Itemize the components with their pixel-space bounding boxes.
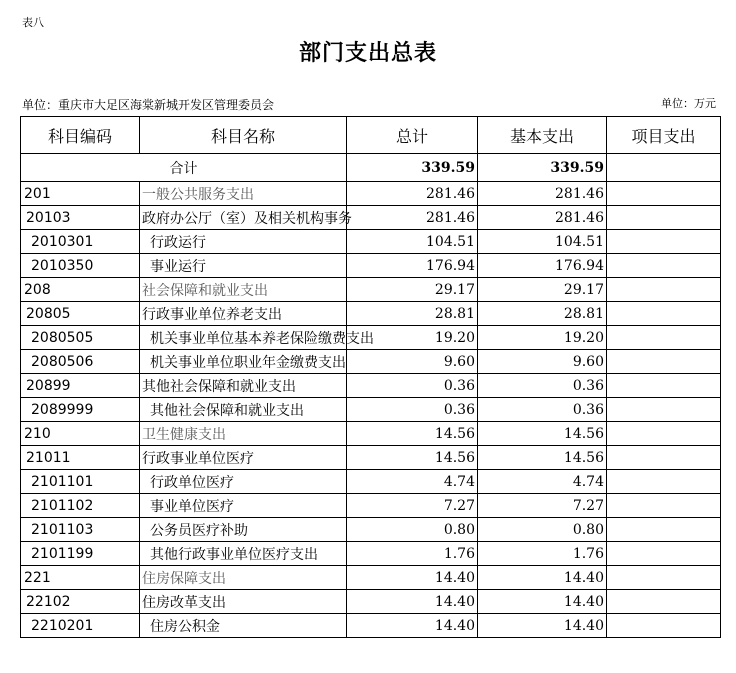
row-project bbox=[607, 278, 721, 302]
header-row bbox=[21, 117, 721, 154]
row-code: 221 bbox=[21, 566, 140, 590]
row-project bbox=[607, 350, 721, 374]
table-row bbox=[21, 614, 721, 638]
row-name: 公务员医疗补助 bbox=[140, 518, 347, 542]
row-code: 2010301 bbox=[21, 230, 140, 254]
row-basic: 1.76 bbox=[478, 542, 607, 566]
row-code: 210 bbox=[21, 422, 140, 446]
row-code: 21011 bbox=[21, 446, 140, 470]
row-code: 22102 bbox=[21, 590, 140, 614]
table-row bbox=[21, 494, 721, 518]
row-project bbox=[607, 374, 721, 398]
row-name: 行政单位医疗 bbox=[140, 470, 347, 494]
row-total: 0.36 bbox=[347, 374, 478, 398]
row-project bbox=[607, 566, 721, 590]
row-basic: 14.40 bbox=[478, 566, 607, 590]
row-basic: 176.94 bbox=[478, 254, 607, 278]
total-sum: 339.59 bbox=[347, 154, 478, 182]
row-basic: 9.60 bbox=[478, 350, 607, 374]
table-row bbox=[21, 518, 721, 542]
row-project bbox=[607, 398, 721, 422]
row-code: 20899 bbox=[21, 374, 140, 398]
row-name: 行政事业单位养老支出 bbox=[140, 302, 347, 326]
row-total: 0.80 bbox=[347, 518, 478, 542]
table-row bbox=[21, 542, 721, 566]
table-row bbox=[21, 590, 721, 614]
table-row bbox=[21, 254, 721, 278]
row-project bbox=[607, 206, 721, 230]
row-project bbox=[607, 422, 721, 446]
row-total: 29.17 bbox=[347, 278, 478, 302]
header-project: 项目支出 bbox=[607, 117, 721, 154]
table-row bbox=[21, 422, 721, 446]
row-total: 19.20 bbox=[347, 326, 478, 350]
row-project bbox=[607, 326, 721, 350]
table-number-label: 表八 bbox=[22, 16, 44, 29]
row-name: 卫生健康支出 bbox=[140, 422, 347, 446]
table-row bbox=[21, 230, 721, 254]
row-basic: 0.80 bbox=[478, 518, 607, 542]
header-basic: 基本支出 bbox=[478, 117, 607, 154]
row-name: 其他社会保障和就业支出 bbox=[140, 398, 347, 422]
row-project bbox=[607, 494, 721, 518]
row-project bbox=[607, 302, 721, 326]
row-code: 20805 bbox=[21, 302, 140, 326]
row-project bbox=[607, 470, 721, 494]
row-code: 2101102 bbox=[21, 494, 140, 518]
row-basic: 14.56 bbox=[478, 422, 607, 446]
row-name: 住房保障支出 bbox=[140, 566, 347, 590]
row-total: 4.74 bbox=[347, 470, 478, 494]
row-name: 机关事业单位职业年金缴费支出 bbox=[140, 350, 347, 374]
row-project bbox=[607, 542, 721, 566]
row-basic: 29.17 bbox=[478, 278, 607, 302]
row-basic: 0.36 bbox=[478, 374, 607, 398]
table-row bbox=[21, 326, 721, 350]
row-total: 1.76 bbox=[347, 542, 478, 566]
row-total: 14.40 bbox=[347, 566, 478, 590]
total-basic: 339.59 bbox=[478, 154, 607, 182]
row-total: 176.94 bbox=[347, 254, 478, 278]
table-row bbox=[21, 398, 721, 422]
row-total: 28.81 bbox=[347, 302, 478, 326]
row-project bbox=[607, 446, 721, 470]
row-code: 2101199 bbox=[21, 542, 140, 566]
unit-currency: 单位：万元 bbox=[661, 97, 716, 110]
row-basic: 281.46 bbox=[478, 182, 607, 206]
row-name: 其他社会保障和就业支出 bbox=[140, 374, 347, 398]
row-code: 20103 bbox=[21, 206, 140, 230]
row-code: 2080506 bbox=[21, 350, 140, 374]
row-code: 2101103 bbox=[21, 518, 140, 542]
total-row bbox=[21, 154, 721, 182]
row-name: 机关事业单位基本养老保险缴费支出 bbox=[140, 326, 347, 350]
row-project bbox=[607, 254, 721, 278]
row-name: 其他行政事业单位医疗支出 bbox=[140, 542, 347, 566]
row-name: 社会保障和就业支出 bbox=[140, 278, 347, 302]
row-name: 政府办公厅（室）及相关机构事务 bbox=[140, 206, 347, 230]
row-total: 0.36 bbox=[347, 398, 478, 422]
table-row bbox=[21, 278, 721, 302]
row-project bbox=[607, 182, 721, 206]
row-basic: 14.40 bbox=[478, 590, 607, 614]
row-basic: 14.56 bbox=[478, 446, 607, 470]
table-row bbox=[21, 182, 721, 206]
row-basic: 14.40 bbox=[478, 614, 607, 638]
table-row bbox=[21, 566, 721, 590]
unit-organization: 单位：重庆市大足区海棠新城开发区管理委员会 bbox=[22, 98, 275, 112]
row-name: 行政运行 bbox=[140, 230, 347, 254]
row-total: 14.40 bbox=[347, 590, 478, 614]
row-name: 事业单位医疗 bbox=[140, 494, 347, 518]
total-project bbox=[607, 154, 721, 182]
row-project bbox=[607, 230, 721, 254]
row-total: 14.40 bbox=[347, 614, 478, 638]
row-name: 住房改革支出 bbox=[140, 590, 347, 614]
expenditure-table bbox=[20, 116, 721, 638]
table-row bbox=[21, 470, 721, 494]
row-basic: 104.51 bbox=[478, 230, 607, 254]
row-name: 一般公共服务支出 bbox=[140, 182, 347, 206]
row-total: 104.51 bbox=[347, 230, 478, 254]
row-code: 2010350 bbox=[21, 254, 140, 278]
row-name: 行政事业单位医疗 bbox=[140, 446, 347, 470]
row-basic: 281.46 bbox=[478, 206, 607, 230]
row-basic: 0.36 bbox=[478, 398, 607, 422]
table-row bbox=[21, 302, 721, 326]
table-row bbox=[21, 350, 721, 374]
row-total: 14.56 bbox=[347, 446, 478, 470]
row-code: 2210201 bbox=[21, 614, 140, 638]
header-name: 科目名称 bbox=[140, 117, 347, 154]
header-total: 总计 bbox=[347, 117, 478, 154]
row-code: 2101101 bbox=[21, 470, 140, 494]
row-project bbox=[607, 590, 721, 614]
row-name: 住房公积金 bbox=[140, 614, 347, 638]
row-total: 281.46 bbox=[347, 182, 478, 206]
table-row bbox=[21, 206, 721, 230]
total-label: 合计 bbox=[21, 154, 347, 182]
row-total: 281.46 bbox=[347, 206, 478, 230]
table-row bbox=[21, 374, 721, 398]
row-total: 9.60 bbox=[347, 350, 478, 374]
row-code: 201 bbox=[21, 182, 140, 206]
row-project bbox=[607, 614, 721, 638]
row-basic: 7.27 bbox=[478, 494, 607, 518]
row-total: 7.27 bbox=[347, 494, 478, 518]
row-basic: 19.20 bbox=[478, 326, 607, 350]
table-row bbox=[21, 446, 721, 470]
row-basic: 4.74 bbox=[478, 470, 607, 494]
row-project bbox=[607, 518, 721, 542]
row-name: 事业运行 bbox=[140, 254, 347, 278]
row-code: 2080505 bbox=[21, 326, 140, 350]
row-total: 14.56 bbox=[347, 422, 478, 446]
row-code: 2089999 bbox=[21, 398, 140, 422]
header-code: 科目编码 bbox=[21, 117, 140, 154]
row-code: 208 bbox=[21, 278, 140, 302]
page-title: 部门支出总表 bbox=[298, 41, 437, 66]
row-basic: 28.81 bbox=[478, 302, 607, 326]
